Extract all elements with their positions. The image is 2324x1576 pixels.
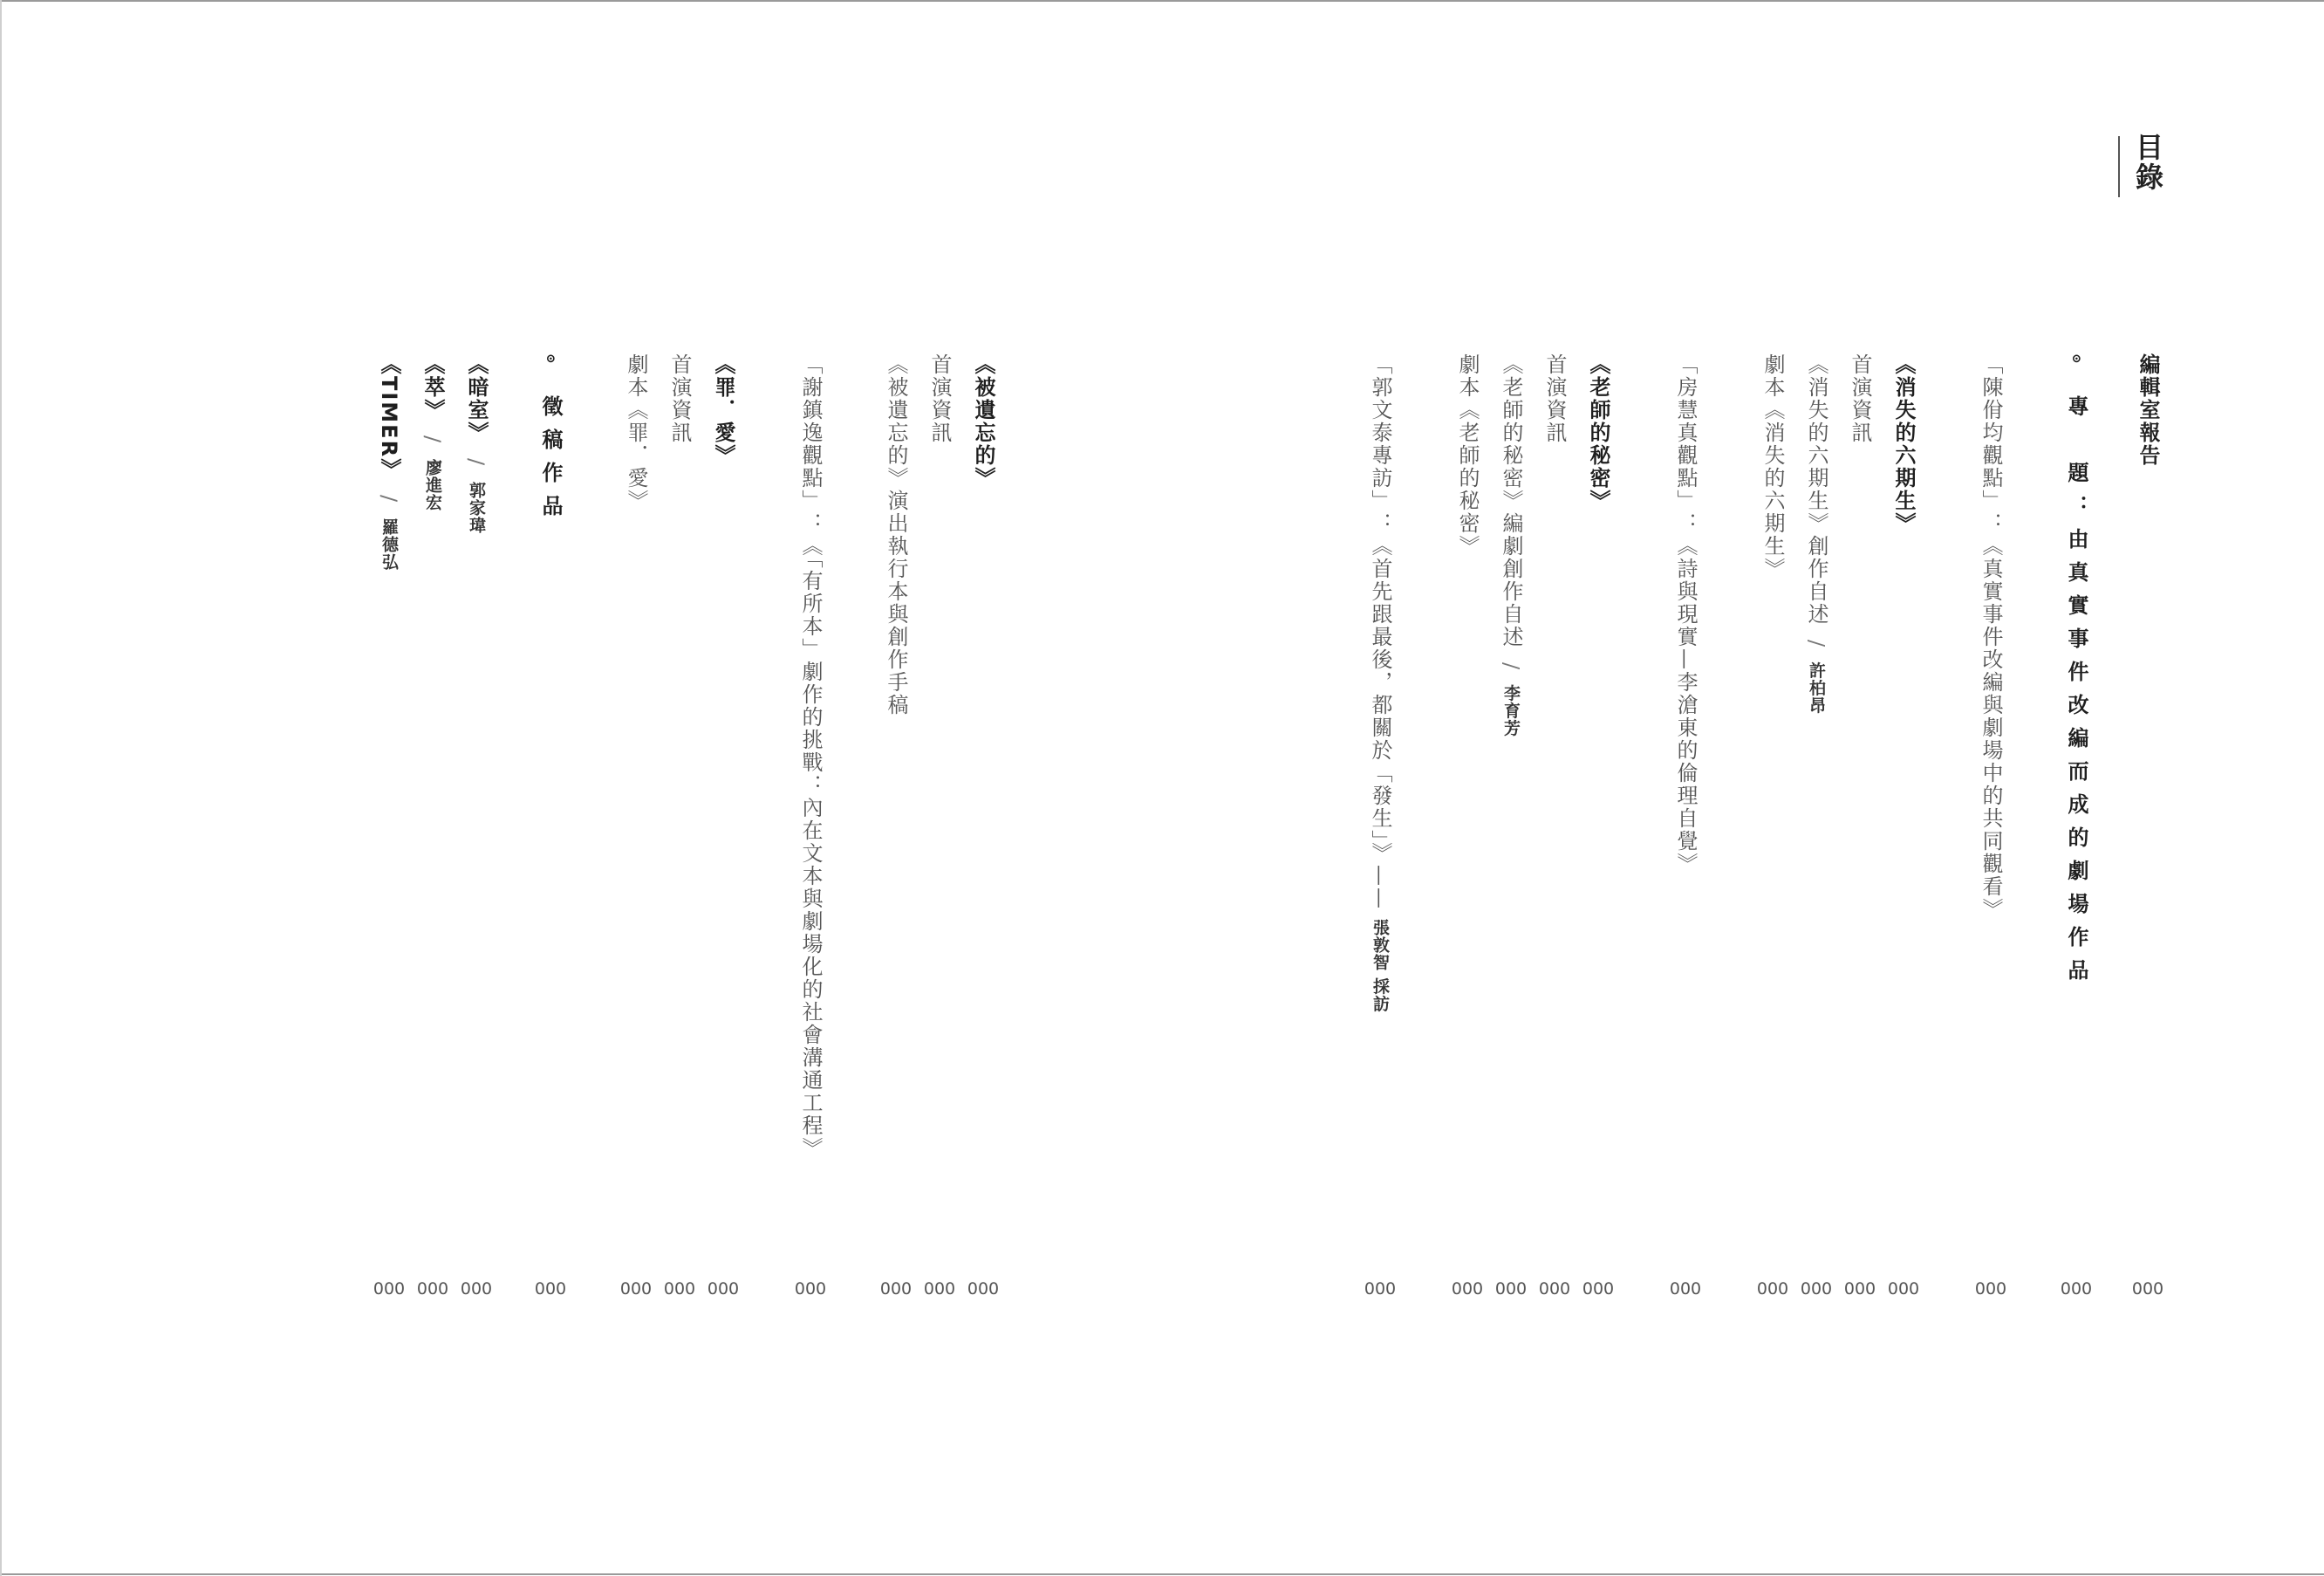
page-number: 000 [534, 1279, 567, 1298]
toc-entry-manuscript [881, 353, 911, 716]
entry-title: 《老師的秘密》 [1586, 353, 1610, 512]
page-number: 000 [879, 1279, 913, 1298]
toc-entry-script [1758, 353, 1787, 580]
page-number: 000 [1843, 1279, 1876, 1298]
toc-entry-statement [1801, 353, 1831, 714]
page-number: 000 [707, 1279, 740, 1298]
toc-entry-premiere-info [1845, 353, 1875, 444]
entry-title: 徵稿作品 [538, 395, 564, 529]
page-number: 000 [416, 1279, 449, 1298]
toc-entry-interview [1365, 353, 1395, 1012]
toc-entry-script [1452, 353, 1482, 558]
entry-title: 《罪．愛》 [711, 353, 735, 467]
toc-entry-play-section [708, 353, 738, 467]
separator: / [1499, 661, 1523, 671]
toc-entry-play-section [1583, 353, 1613, 512]
page-number: 000 [663, 1279, 696, 1298]
entry-title: 《TIMER》 [377, 353, 401, 482]
separator: / [377, 495, 401, 504]
page-number: 000 [1494, 1279, 1528, 1298]
entry-author: 羅德弘 [379, 517, 399, 571]
entry-author: 張敦智 採訪 [1370, 918, 1390, 1013]
entry-title: 首演資訊 [1542, 353, 1567, 444]
page-number: 000 [967, 1279, 1000, 1298]
entry-title: 「郭文泰專訪」：《首先跟最後，都關於「發生」》—— [1368, 353, 1392, 910]
toc-entry-hsieh-view [796, 353, 825, 1160]
page-number: 000 [460, 1279, 493, 1298]
entry-title: 首演資訊 [1848, 353, 1872, 444]
page-number: 000 [1669, 1279, 1702, 1298]
page-number: 000 [1451, 1279, 1484, 1298]
page-number: 000 [1800, 1279, 1833, 1298]
page-number: 000 [2131, 1279, 2164, 1298]
toc-entry-statement [1496, 353, 1526, 737]
toc-entry-feature [2061, 353, 2091, 992]
toc-entry-premiere-info [665, 353, 694, 444]
entry-author: 廖進宏 [423, 458, 442, 511]
entry-title: 《老師的秘密》編劇創作自述 [1499, 353, 1523, 648]
entry-title: 首演資訊 [927, 353, 952, 444]
bullet-marker: ⊙ [543, 353, 557, 376]
toc-entry-chen-view [1976, 353, 2006, 921]
page-number: 000 [2060, 1279, 2093, 1298]
page-number: 000 [1756, 1279, 1789, 1298]
toc-entry-submission [418, 353, 448, 511]
page-border-bottom [0, 1573, 2324, 1575]
entry-title: 首演資訊 [667, 353, 692, 444]
page-number: 000 [923, 1279, 956, 1298]
entry-title: 《消失的六期生》創作自述 [1804, 353, 1828, 626]
separator: / [464, 458, 489, 468]
bullet-marker: ⊙ [2069, 353, 2083, 376]
toc-entry-script [621, 353, 651, 512]
entry-title: 編輯室報告 [2136, 353, 2160, 467]
entry-title: 《被遺忘的》 [971, 353, 995, 490]
page-number: 000 [1887, 1279, 1920, 1298]
entry-author: 李育芳 [1501, 684, 1521, 737]
entry-title: 《萃》 [420, 353, 445, 421]
toc-entry-editorial [2133, 353, 2163, 467]
page-number: 000 [1364, 1279, 1397, 1298]
separator: / [420, 435, 445, 445]
entry-title: 「房慧真觀點」：《詩與現實—李滄東的倫理自覺》 [1673, 353, 1698, 875]
toc-entry-premiere-info [925, 353, 954, 444]
page-border-left [0, 0, 2, 1576]
page-number: 000 [619, 1279, 653, 1298]
entry-title: 《被遺忘的》演出執行本與創作手稿 [884, 353, 908, 716]
entry-author: 許柏昂 [1807, 661, 1826, 715]
entry-title: 「謝鎮逸觀點」：《「有所本」劇作的挑戰：內在文本與劇場化的社會溝通工程》 [798, 353, 823, 1160]
entry-title: 劇本《老師的秘密》 [1455, 353, 1480, 558]
entry-title: 《消失的六期生》 [1891, 353, 1916, 535]
page-number: 000 [373, 1279, 406, 1298]
entry-title: 劇本《消失的六期生》 [1760, 353, 1785, 580]
page-number: 000 [1538, 1279, 1571, 1298]
entry-title: 《暗室》 [464, 353, 489, 444]
toc-entry-premiere-info [1540, 353, 1569, 444]
toc-entry-fang-view [1671, 353, 1700, 875]
page-number: 000 [1974, 1279, 2007, 1298]
page-border-top [0, 0, 2324, 2]
page-number: 000 [1582, 1279, 1615, 1298]
page-title: 目錄 [2131, 133, 2164, 192]
page-number: 000 [794, 1279, 827, 1298]
toc-entry-submission [374, 353, 404, 571]
toc-entry-play-section [1889, 353, 1918, 535]
separator: / [1804, 639, 1828, 648]
entry-title: 專 題：由真實事件改編而成的劇場作品 [2064, 395, 2089, 993]
toc-entry-play-section [968, 353, 998, 490]
entry-title: 劇本《罪．愛》 [624, 353, 648, 512]
toc-entry-submissions [536, 353, 565, 528]
entry-title: 「陳佾均觀點」：《真實事件改編與劇場中的共同觀看》 [1979, 353, 2003, 921]
entry-author: 郭家瑋 [467, 481, 486, 534]
toc-entry-submission [461, 353, 491, 534]
title-rule [2118, 136, 2120, 197]
